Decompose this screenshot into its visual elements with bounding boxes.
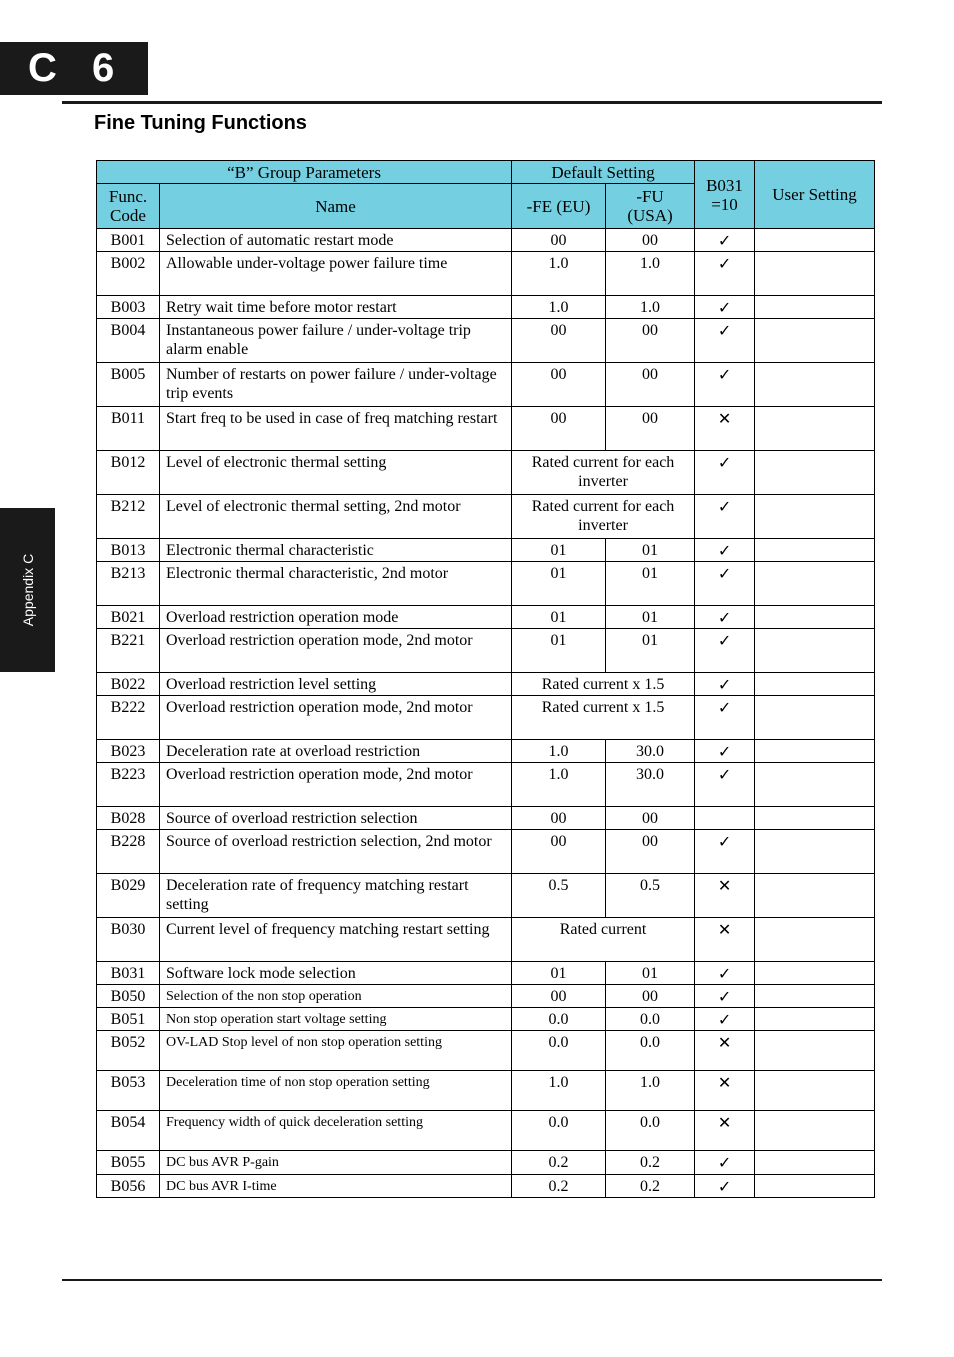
fu-default-cell: 0.0: [606, 1008, 695, 1031]
fu-default-cell: 01: [606, 606, 695, 629]
fu-default-cell: 01: [606, 629, 695, 673]
name-cell: Start freq to be used in case of freq matching restart: [160, 407, 512, 451]
name-cell: Selection of automatic restart mode: [160, 229, 512, 252]
page-number: 6: [92, 46, 115, 90]
table-row: [97, 673, 875, 696]
name-cell: Level of electronic thermal setting, 2nd motor: [160, 495, 512, 539]
fe-default-cell: 01: [512, 606, 606, 629]
table-row: [97, 1111, 875, 1151]
user-setting-cell: [755, 451, 875, 495]
fe-header: -FE (EU): [512, 184, 606, 229]
check-icon: ✓: [695, 296, 755, 319]
func-code-cell: B028: [97, 807, 160, 830]
fu-default-cell: 00: [606, 830, 695, 874]
check-icon: ✓: [695, 629, 755, 673]
user-setting-cell: [755, 874, 875, 918]
table-row: [97, 1008, 875, 1031]
table-row: [97, 229, 875, 252]
user-setting-cell: [755, 696, 875, 740]
user-setting-cell: [755, 539, 875, 562]
chapter-letter: C: [28, 46, 57, 90]
table-row: [97, 740, 875, 763]
fe-default-cell: 1.0: [512, 252, 606, 296]
user-setting-cell: [755, 1031, 875, 1071]
fe-default-cell: 00: [512, 363, 606, 407]
fu-default-cell: 00: [606, 807, 695, 830]
name-cell: Software lock mode selection: [160, 962, 512, 985]
user-setting-cell: [755, 918, 875, 962]
name-cell: Electronic thermal characteristic: [160, 539, 512, 562]
table-row: [97, 451, 875, 495]
fu-default-cell: 01: [606, 962, 695, 985]
check-icon: ✓: [695, 962, 755, 985]
user-setting-cell: [755, 1008, 875, 1031]
func-code-cell: B213: [97, 562, 160, 606]
table-row: [97, 1151, 875, 1175]
table-row: [97, 252, 875, 296]
fe-default-cell: 00: [512, 985, 606, 1008]
fe-default-cell: 01: [512, 962, 606, 985]
table-row: [97, 807, 875, 830]
func-code-cell: B011: [97, 407, 160, 451]
default-setting-header: Default Setting: [512, 161, 695, 184]
table-body: [97, 229, 875, 1198]
user-setting-cell: [755, 407, 875, 451]
name-cell: Allowable under-voltage power failure time: [160, 252, 512, 296]
default-setting-cell: Rated current: [512, 918, 695, 962]
fu-default-cell: 00: [606, 985, 695, 1008]
fu-default-cell: 0.2: [606, 1175, 695, 1198]
fu-default-cell: 00: [606, 319, 695, 363]
side-tab-label: Appendix C: [19, 553, 36, 627]
name-cell: Overload restriction operation mode, 2nd motor: [160, 696, 512, 740]
check-icon: ✓: [695, 229, 755, 252]
user-setting-cell: [755, 673, 875, 696]
name-cell: Deceleration rate of frequency matching restart setting: [160, 874, 512, 918]
func-code-cell: B053: [97, 1071, 160, 1111]
fe-default-cell: 0.0: [512, 1111, 606, 1151]
table-row: [97, 763, 875, 807]
user-setting-cell: [755, 763, 875, 807]
fu-default-cell: 00: [606, 363, 695, 407]
user-setting-cell: [755, 1071, 875, 1111]
func-code-cell: B051: [97, 1008, 160, 1031]
func-code-cell: B004: [97, 319, 160, 363]
check-icon: ✓: [695, 1175, 755, 1198]
user-setting-cell: [755, 495, 875, 539]
fe-default-cell: 1.0: [512, 740, 606, 763]
user-setting-header: User Setting: [755, 161, 875, 229]
fe-default-cell: 0.0: [512, 1031, 606, 1071]
fu-default-cell: 1.0: [606, 296, 695, 319]
fe-default-cell: 00: [512, 407, 606, 451]
fe-default-cell: 01: [512, 562, 606, 606]
func-code-cell: B212: [97, 495, 160, 539]
name-cell: Electronic thermal characteristic, 2nd motor: [160, 562, 512, 606]
check-icon: ✓: [695, 319, 755, 363]
group-header: “B” Group Parameters: [97, 161, 512, 184]
table-row: [97, 562, 875, 606]
name-cell: Overload restriction operation mode, 2nd motor: [160, 763, 512, 807]
fe-default-cell: 00: [512, 807, 606, 830]
func-code-header: Func. Code: [97, 184, 160, 229]
user-setting-cell: [755, 606, 875, 629]
user-setting-cell: [755, 252, 875, 296]
table-row: [97, 962, 875, 985]
func-code-cell: B012: [97, 451, 160, 495]
user-setting-cell: [755, 1175, 875, 1198]
fe-default-cell: 00: [512, 229, 606, 252]
func-code-cell: B002: [97, 252, 160, 296]
func-code-cell: B021: [97, 606, 160, 629]
check-icon: ✓: [695, 562, 755, 606]
name-cell: Deceleration time of non stop operation setting: [160, 1071, 512, 1111]
b031-header: B031 =10: [695, 161, 755, 229]
fu-default-cell: 0.0: [606, 1031, 695, 1071]
check-icon: ✓: [695, 363, 755, 407]
parameter-table: [96, 160, 875, 1198]
table-row: [97, 407, 875, 451]
func-code-cell: B052: [97, 1031, 160, 1071]
name-cell: Source of overload restriction selection, 2nd motor: [160, 830, 512, 874]
func-code-cell: B005: [97, 363, 160, 407]
func-code-cell: B050: [97, 985, 160, 1008]
cross-icon: ✕: [695, 1071, 755, 1111]
table-row: [97, 363, 875, 407]
name-cell: Deceleration rate at overload restriction: [160, 740, 512, 763]
user-setting-cell: [755, 807, 875, 830]
fu-default-cell: 1.0: [606, 1071, 695, 1111]
table-row: [97, 539, 875, 562]
fu-default-cell: 30.0: [606, 763, 695, 807]
fe-default-cell: 1.0: [512, 1071, 606, 1111]
func-code-cell: B056: [97, 1175, 160, 1198]
table-row: [97, 830, 875, 874]
check-icon: ✓: [695, 252, 755, 296]
func-code-cell: B013: [97, 539, 160, 562]
name-cell: Level of electronic thermal setting: [160, 451, 512, 495]
cross-icon: ✕: [695, 918, 755, 962]
check-icon: ✓: [695, 606, 755, 629]
func-code-cell: B030: [97, 918, 160, 962]
default-setting-cell: Rated current for each inverter: [512, 495, 695, 539]
func-code-cell: B054: [97, 1111, 160, 1151]
fe-default-cell: 01: [512, 539, 606, 562]
fe-default-cell: 0.2: [512, 1151, 606, 1175]
top-rule: [62, 101, 882, 104]
table-row: [97, 296, 875, 319]
user-setting-cell: [755, 363, 875, 407]
check-icon: ✓: [695, 495, 755, 539]
name-cell: Source of overload restriction selection: [160, 807, 512, 830]
check-icon: ✓: [695, 539, 755, 562]
name-cell: Overload restriction operation mode: [160, 606, 512, 629]
fe-default-cell: 1.0: [512, 296, 606, 319]
default-setting-cell: Rated current x 1.5: [512, 673, 695, 696]
user-setting-cell: [755, 985, 875, 1008]
name-cell: DC bus AVR P-gain: [160, 1151, 512, 1175]
cross-icon: ✕: [695, 407, 755, 451]
table-row: [97, 1071, 875, 1111]
name-cell: Number of restarts on power failure / under-voltage trip events: [160, 363, 512, 407]
func-code-cell: B003: [97, 296, 160, 319]
table-row: [97, 985, 875, 1008]
fu-default-cell: 30.0: [606, 740, 695, 763]
fu-default-cell: 01: [606, 539, 695, 562]
fu-default-cell: 0.2: [606, 1151, 695, 1175]
table-row: [97, 918, 875, 962]
func-code-cell: B031: [97, 962, 160, 985]
check-icon: ✓: [695, 740, 755, 763]
user-setting-cell: [755, 562, 875, 606]
table-row: [97, 696, 875, 740]
check-icon: ✓: [695, 830, 755, 874]
fu-default-cell: 00: [606, 407, 695, 451]
user-setting-cell: [755, 740, 875, 763]
fe-default-cell: 0.2: [512, 1175, 606, 1198]
default-setting-cell: Rated current for each inverter: [512, 451, 695, 495]
check-icon: ✓: [695, 696, 755, 740]
fe-default-cell: 1.0: [512, 763, 606, 807]
fu-default-cell: 0.0: [606, 1111, 695, 1151]
side-tab: [0, 508, 55, 672]
name-cell: DC bus AVR I-time: [160, 1175, 512, 1198]
func-code-cell: B221: [97, 629, 160, 673]
name-cell: Current level of frequency matching restart setting: [160, 918, 512, 962]
cross-icon: ✕: [695, 1031, 755, 1071]
chapter-tab: [0, 42, 148, 95]
table-row: [97, 874, 875, 918]
table-row: [97, 629, 875, 673]
name-cell: Overload restriction level setting: [160, 673, 512, 696]
check-icon: ✓: [695, 763, 755, 807]
check-icon: ✓: [695, 451, 755, 495]
fu-default-cell: 1.0: [606, 252, 695, 296]
fe-default-cell: 00: [512, 830, 606, 874]
fu-default-cell: 00: [606, 229, 695, 252]
func-code-cell: B222: [97, 696, 160, 740]
func-code-cell: B223: [97, 763, 160, 807]
fe-default-cell: 0.5: [512, 874, 606, 918]
fe-default-cell: 00: [512, 319, 606, 363]
func-code-cell: B055: [97, 1151, 160, 1175]
user-setting-cell: [755, 229, 875, 252]
user-setting-cell: [755, 296, 875, 319]
func-code-cell: B228: [97, 830, 160, 874]
user-setting-cell: [755, 1111, 875, 1151]
name-cell: Frequency width of quick deceleration setting: [160, 1111, 512, 1151]
check-icon: ✓: [695, 985, 755, 1008]
name-cell: Instantaneous power failure / under-voltage trip alarm enable: [160, 319, 512, 363]
check-icon: ✓: [695, 1008, 755, 1031]
default-setting-cell: Rated current x 1.5: [512, 696, 695, 740]
cross-icon: ✕: [695, 1111, 755, 1151]
check-icon: ✓: [695, 1151, 755, 1175]
name-cell: Selection of the non stop operation: [160, 985, 512, 1008]
section-title: Fine Tuning Functions: [94, 112, 307, 134]
table-row: [97, 606, 875, 629]
name-header: Name: [160, 184, 512, 229]
func-code-cell: B023: [97, 740, 160, 763]
func-code-cell: B022: [97, 673, 160, 696]
fu-default-cell: 0.5: [606, 874, 695, 918]
name-cell: OV-LAD Stop level of non stop operation setting: [160, 1031, 512, 1071]
func-code-cell: B001: [97, 229, 160, 252]
b031-cell: [695, 807, 755, 830]
bottom-rule: [62, 1279, 882, 1281]
table-row: [97, 1031, 875, 1071]
fe-default-cell: 01: [512, 629, 606, 673]
user-setting-cell: [755, 962, 875, 985]
table-row: [97, 319, 875, 363]
name-cell: Overload restriction operation mode, 2nd motor: [160, 629, 512, 673]
fe-default-cell: 0.0: [512, 1008, 606, 1031]
name-cell: Retry wait time before motor restart: [160, 296, 512, 319]
table-row: [97, 495, 875, 539]
check-icon: ✓: [695, 673, 755, 696]
user-setting-cell: [755, 830, 875, 874]
cross-icon: ✕: [695, 874, 755, 918]
user-setting-cell: [755, 1151, 875, 1175]
user-setting-cell: [755, 319, 875, 363]
name-cell: Non stop operation start voltage setting: [160, 1008, 512, 1031]
func-code-cell: B029: [97, 874, 160, 918]
fu-default-cell: 01: [606, 562, 695, 606]
fu-header: -FU (USA): [606, 184, 695, 229]
user-setting-cell: [755, 629, 875, 673]
table-row: [97, 1175, 875, 1198]
